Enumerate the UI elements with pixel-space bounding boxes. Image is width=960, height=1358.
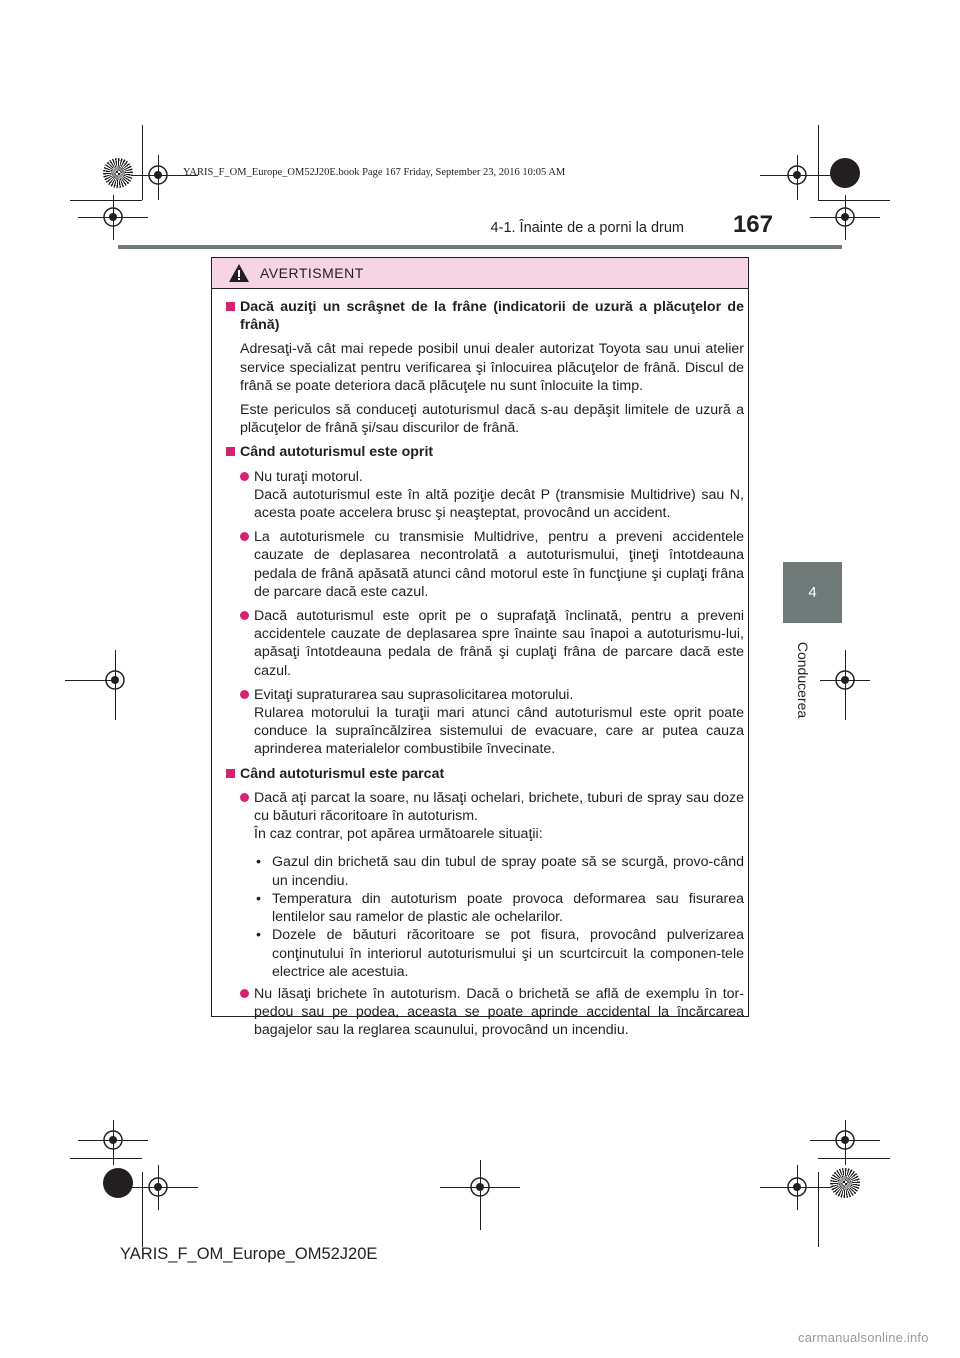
registration-mark-icon — [832, 1127, 858, 1153]
bullet-icon — [240, 789, 254, 844]
chapter-label: Conducerea — [795, 641, 811, 719]
starburst-mark-icon — [103, 158, 133, 188]
registration-mark-icon — [145, 1174, 171, 1200]
registration-mark-icon — [467, 1174, 493, 1200]
starburst-mark-icon — [103, 1168, 133, 1198]
warning-label: AVERTISMENT — [260, 265, 364, 281]
header-rule — [118, 245, 842, 249]
registration-mark-icon — [784, 1174, 810, 1200]
bullet-icon — [240, 468, 254, 523]
starburst-mark-icon — [830, 158, 860, 188]
bullet-icon — [240, 528, 254, 601]
sub-item: • Gazul din brichetă sau din tubul de spray poate să se scurgă, provo-când un incendiu. — [256, 854, 744, 889]
bullet-icon — [240, 686, 254, 759]
list-item: Evitaţi supraturarea sau suprasolicitarea motorului. Rularea motorului la turaţii mari atunci când autoturismul este oprit poate conduce la supraîncălzirea sistemului de evacuare, care ar putea cauza aprinderea materialelor combustibile învecinate. — [226, 686, 744, 759]
registration-mark-icon — [784, 162, 810, 188]
print-info: YARIS_F_OM_Europe_OM52J20E.book Page 167 Friday, September 23, 2016 10:05 AM — [183, 167, 566, 178]
warning-triangle-icon — [228, 263, 250, 283]
registration-mark-icon — [145, 162, 171, 188]
registration-mark-icon — [100, 1127, 126, 1153]
sub-item: • Dozele de băuturi răcoritoare se pot fisura, provocând pulverizarea conţinutului în interiorul autoturismului şi un scurtcircuit la componen-tele electrice ale acestuia. — [256, 927, 744, 980]
list-item: Nu lăsaţi brichete în autoturism. Dacă o brichetă se află de exemplu în tor-pedou sau pe podea, aceasta se poate aprinde accidental la încărcarea bagajelor sau la reglarea scaunului, provocând un incendiu. — [226, 985, 744, 1040]
section-heading: Când autoturismul este oprit — [226, 443, 744, 461]
section-heading: Dacă auziţi un scrâşnet de la frâne (indicatorii de uzură a plăcuţelor de frână) — [226, 298, 744, 334]
document-code: YARIS_F_OM_Europe_OM52J20E — [120, 1245, 378, 1263]
list-item: La autoturismele cu transmisie Multidrive, pentru a preveni accidentele cauzate de deplasarea necontrolată a autoturismului, ţineţi întotdeauna pedala de frână apăsată atunci când motorul este în funcţiune şi cuplaţi frâna de parcare dacă este cazul. — [226, 528, 744, 601]
section-title: 4-1. Înainte de a porni la drum — [490, 220, 684, 236]
paragraph: Este periculos să conduceţi autoturismul dacă s-au depăşit limitele de uzură a plăcuţelor de frână şi/sau discurilor de frână. — [240, 402, 744, 437]
bullet-icon — [240, 607, 254, 680]
registration-mark-icon — [832, 204, 858, 230]
warning-content — [226, 298, 744, 1046]
list-item: Nu turaţi motorul. Dacă autoturismul este în altă poziţie decât P (transmisie Multidrive) sau N, acesta poate accelera brusc şi neaşteptat, provocând un accident. — [226, 468, 744, 523]
sub-item: • Temperatura din autoturism poate provoca deformarea sau fisurarea lentilelor sau ramelor de plastic ale ochelarilor. — [256, 890, 744, 926]
section-heading: Când autoturismul este parcat — [226, 765, 744, 783]
list-item: Dacă aţi parcat la soare, nu lăsaţi ochelari, brichete, tuburi de spray sau doze cu băuturi răcoritoare în autoturism. În caz contrar, pot apărea următoarele situaţii: — [226, 789, 744, 844]
bullet-icon — [240, 985, 254, 1040]
watermark: carmanualsonline.info — [798, 1330, 929, 1345]
warning-header — [212, 258, 748, 289]
registration-mark-icon — [832, 667, 858, 693]
paragraph: Adresaţi-vă cât mai repede posibil unui dealer autorizat Toyota sau unui atelier service specializat pentru verificarea şi înlocuirea plăcuţelor de frână. Discul de frână se poate deteriora dacă plăcuţele nu sunt înlocuite la timp. — [240, 341, 744, 394]
starburst-mark-icon — [830, 1168, 860, 1198]
warning-box — [211, 257, 749, 1039]
registration-mark-icon — [100, 204, 126, 230]
page-number: 167 — [732, 211, 773, 238]
registration-mark-icon — [102, 667, 128, 693]
chapter-tab: 4 — [783, 562, 842, 623]
list-item: Dacă autoturismul este oprit pe o suprafaţă înclinată, pentru a preveni accidentele cauzate de deplasarea spre înainte sau înapoi a autoturismu-lui, apăsaţi întotdeauna pedala de frână şi cuplaţi frâna de parcare dacă este cazul. — [226, 607, 744, 680]
